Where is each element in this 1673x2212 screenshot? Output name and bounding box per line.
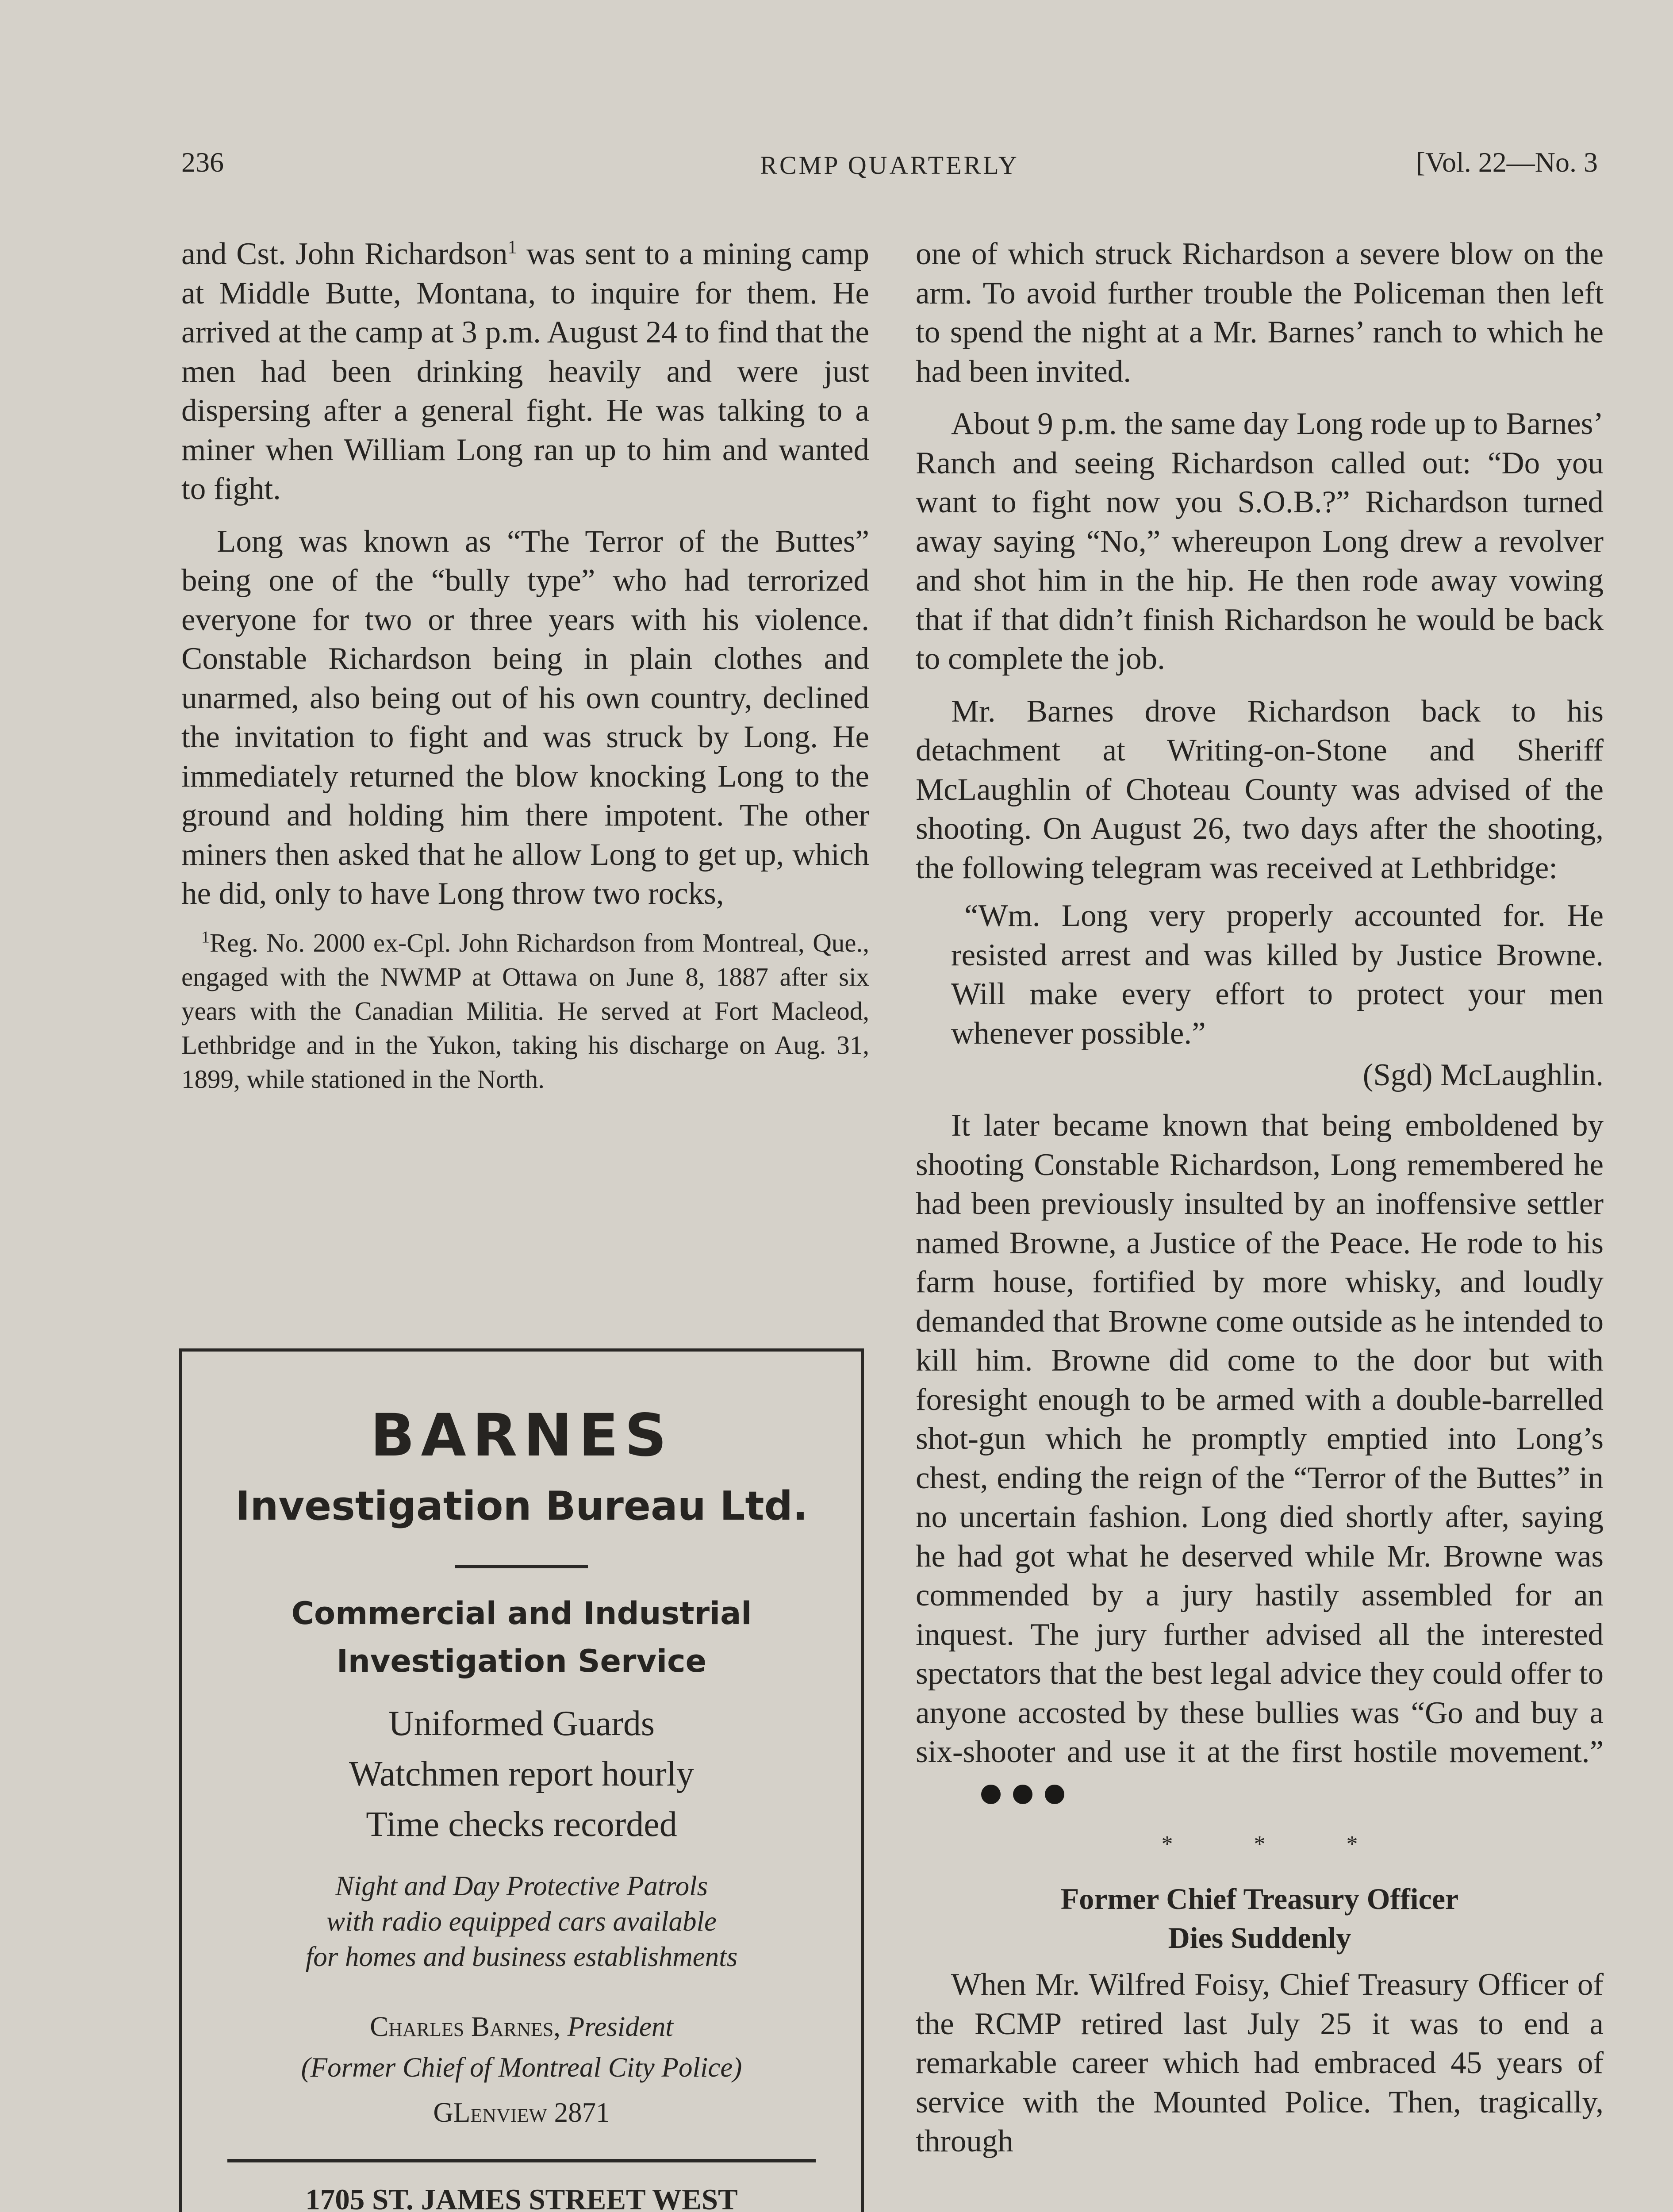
advertisement-box [179, 1348, 864, 2212]
paragraph: When Mr. Wilfred Foisy, Chief Treasury Officer of the RCMP retired last July 25 it was to end a remarkable career which had embraced 45 years of service with the Mounted Police. Then, tragically, through [916, 1967, 1604, 2159]
ad-service-line: Commercial and Industrial [291, 1595, 752, 1632]
footnote-text: Reg. No. 2000 ex-Cpl. John Richardson from Montreal, Que., engaged with the NWMP at Ottawa on June 8, 1887 after six years with the Canadian Militia. He served at Fort Macleod, Lethbridge and in the Yukon, taking his discharge on Aug. 31, 1899, while stationed in the North. [181, 928, 869, 1094]
heading-line: Dies Suddenly [1168, 1921, 1351, 1955]
ad-phone: GLenview 2871 [433, 2097, 610, 2128]
paragraph: About 9 p.m. the same day Long rode up to Barnes’ Ranch and seeing Richardson called out: “Do you want to fight now you S.O.B.?” Richardson turned away saying “No,” whereupon Long drew a revolver and shot him in the hip. He then rode away vowing that if that didn’t finish Richardson he would be back to complete the job. [916, 407, 1604, 676]
right-column [916, 234, 1604, 2161]
volume-label: [Vol. 22—No. 3 [1416, 146, 1598, 178]
ad-divider [227, 2159, 816, 2162]
page-number: 236 [181, 146, 224, 178]
ad-address [182, 2180, 861, 2212]
ad-divider [455, 1565, 588, 1568]
ad-address-line: 1705 ST. JAMES STREET WEST [305, 2183, 738, 2212]
paragraph [916, 1106, 1604, 1813]
running-head [181, 146, 1598, 186]
end-of-article-dots [933, 1774, 1064, 1814]
footnote [181, 926, 869, 1096]
ad-company-subtitle: Investigation Bureau Ltd. [235, 1483, 808, 1529]
heading-line: Former Chief Treasury Officer [1060, 1882, 1459, 1916]
ad-company-name: BARNES [370, 1402, 673, 1470]
ad-president-name: Charles Barnes, [370, 2011, 561, 2042]
text-run: was sent to a mining camp at Middle Butte, Montana, to inquire for them. He arrived at the camp at 3 p.m. August 24 to find that the men had been drinking heavily and were just dispersing after a general fight. He was talking to a miner when William Long ran up to him and wanted to fight. [181, 237, 869, 506]
ad-patrol-line: Night and Day Protective Patrols [335, 1870, 708, 1901]
footnote-marker: 1 [507, 237, 517, 258]
ad-service-list [182, 1698, 861, 1850]
publication-title: RCMP QUARTERLY [760, 151, 1019, 180]
text-run: It later became known that being emboldened by shooting Constable Richardson, Long remembered he had been previously insulted by an inoffensive settler named Browne, a Justice of the Peace. He rode to his farm house, fortified by more whisky, and loudly demanded that Browne come outside as he intended to kill him. Browne did come to the door but with foresight enough to be armed with a double-barrelled shot-gun which he promptly emptied into Long’s chest, ending the reign of the “Terror of the Buttes” in no uncertain fashion. Long died shortly after, saying he had got what he deserved while Mr. Browne was commended by a jury hastily assembled for an inquest. The jury further advised all the interested spectators that the best legal advice they could offer to anyone accosted by these bullies was “Go and buy a six-shooter and use it at the first hostile movement.” [916, 1108, 1604, 1769]
ad-list-item: Watchmen report hourly [349, 1755, 694, 1793]
left-column [181, 234, 869, 1096]
ad-former-title: (Former Chief of Montreal City Police) [301, 2052, 742, 2083]
ad-president [182, 2006, 861, 2088]
ad-patrol-line: for homes and business establishments [305, 1941, 738, 1972]
ad-patrol-line: with radio equipped cars available [326, 1906, 717, 1937]
ad-service-line: Investigation Service [336, 1643, 707, 1679]
paragraph [181, 234, 869, 509]
telegram-quote: “Wm. Long very properly accounted for. He resisted arrest and was killed by Justice Browne. Will make every effort to protect your men whenever possible.” [951, 899, 1604, 1051]
footnote-marker: 1 [201, 927, 210, 946]
article-heading [916, 1879, 1604, 1957]
telegram-signature: (Sgd) McLaughlin. [1362, 1058, 1604, 1092]
text-run: and Cst. John Richardson [181, 237, 508, 271]
section-separator: * * * [1161, 1832, 1358, 1857]
ad-president-title: President [567, 2011, 673, 2042]
ad-list-item: Time checks recorded [366, 1805, 677, 1844]
paragraph: Mr. Barnes drove Richardson back to his detachment at Writing-on-Stone and Sheriff McLaughlin of Choteau County was advised of the shooting. On August 26, two days after the shooting, the following telegram was received at Lethbridge: [916, 694, 1604, 885]
paragraph: Long was known as “The Terror of the Buttes” being one of the “bully type” who had terrorized everyone for two or three years with his violence. Constable Richardson being in plain clothes and unarmed, also being out of his own country, declined the invitation to fight and was struck by Long. He immediately returned the blow knocking Long to the ground and holding him there impotent. The other miners then asked that he allow Long to get up, which he did, only to have Long throw two rocks, [181, 524, 869, 911]
ad-list-item: Uniformed Guards [388, 1704, 655, 1743]
ad-patrols [182, 1868, 861, 1974]
paragraph: one of which struck Richardson a severe blow on the arm. To avoid further trouble the Policeman then left to spend the night at a Mr. Barnes’ ranch to which he had been invited. [916, 237, 1604, 389]
